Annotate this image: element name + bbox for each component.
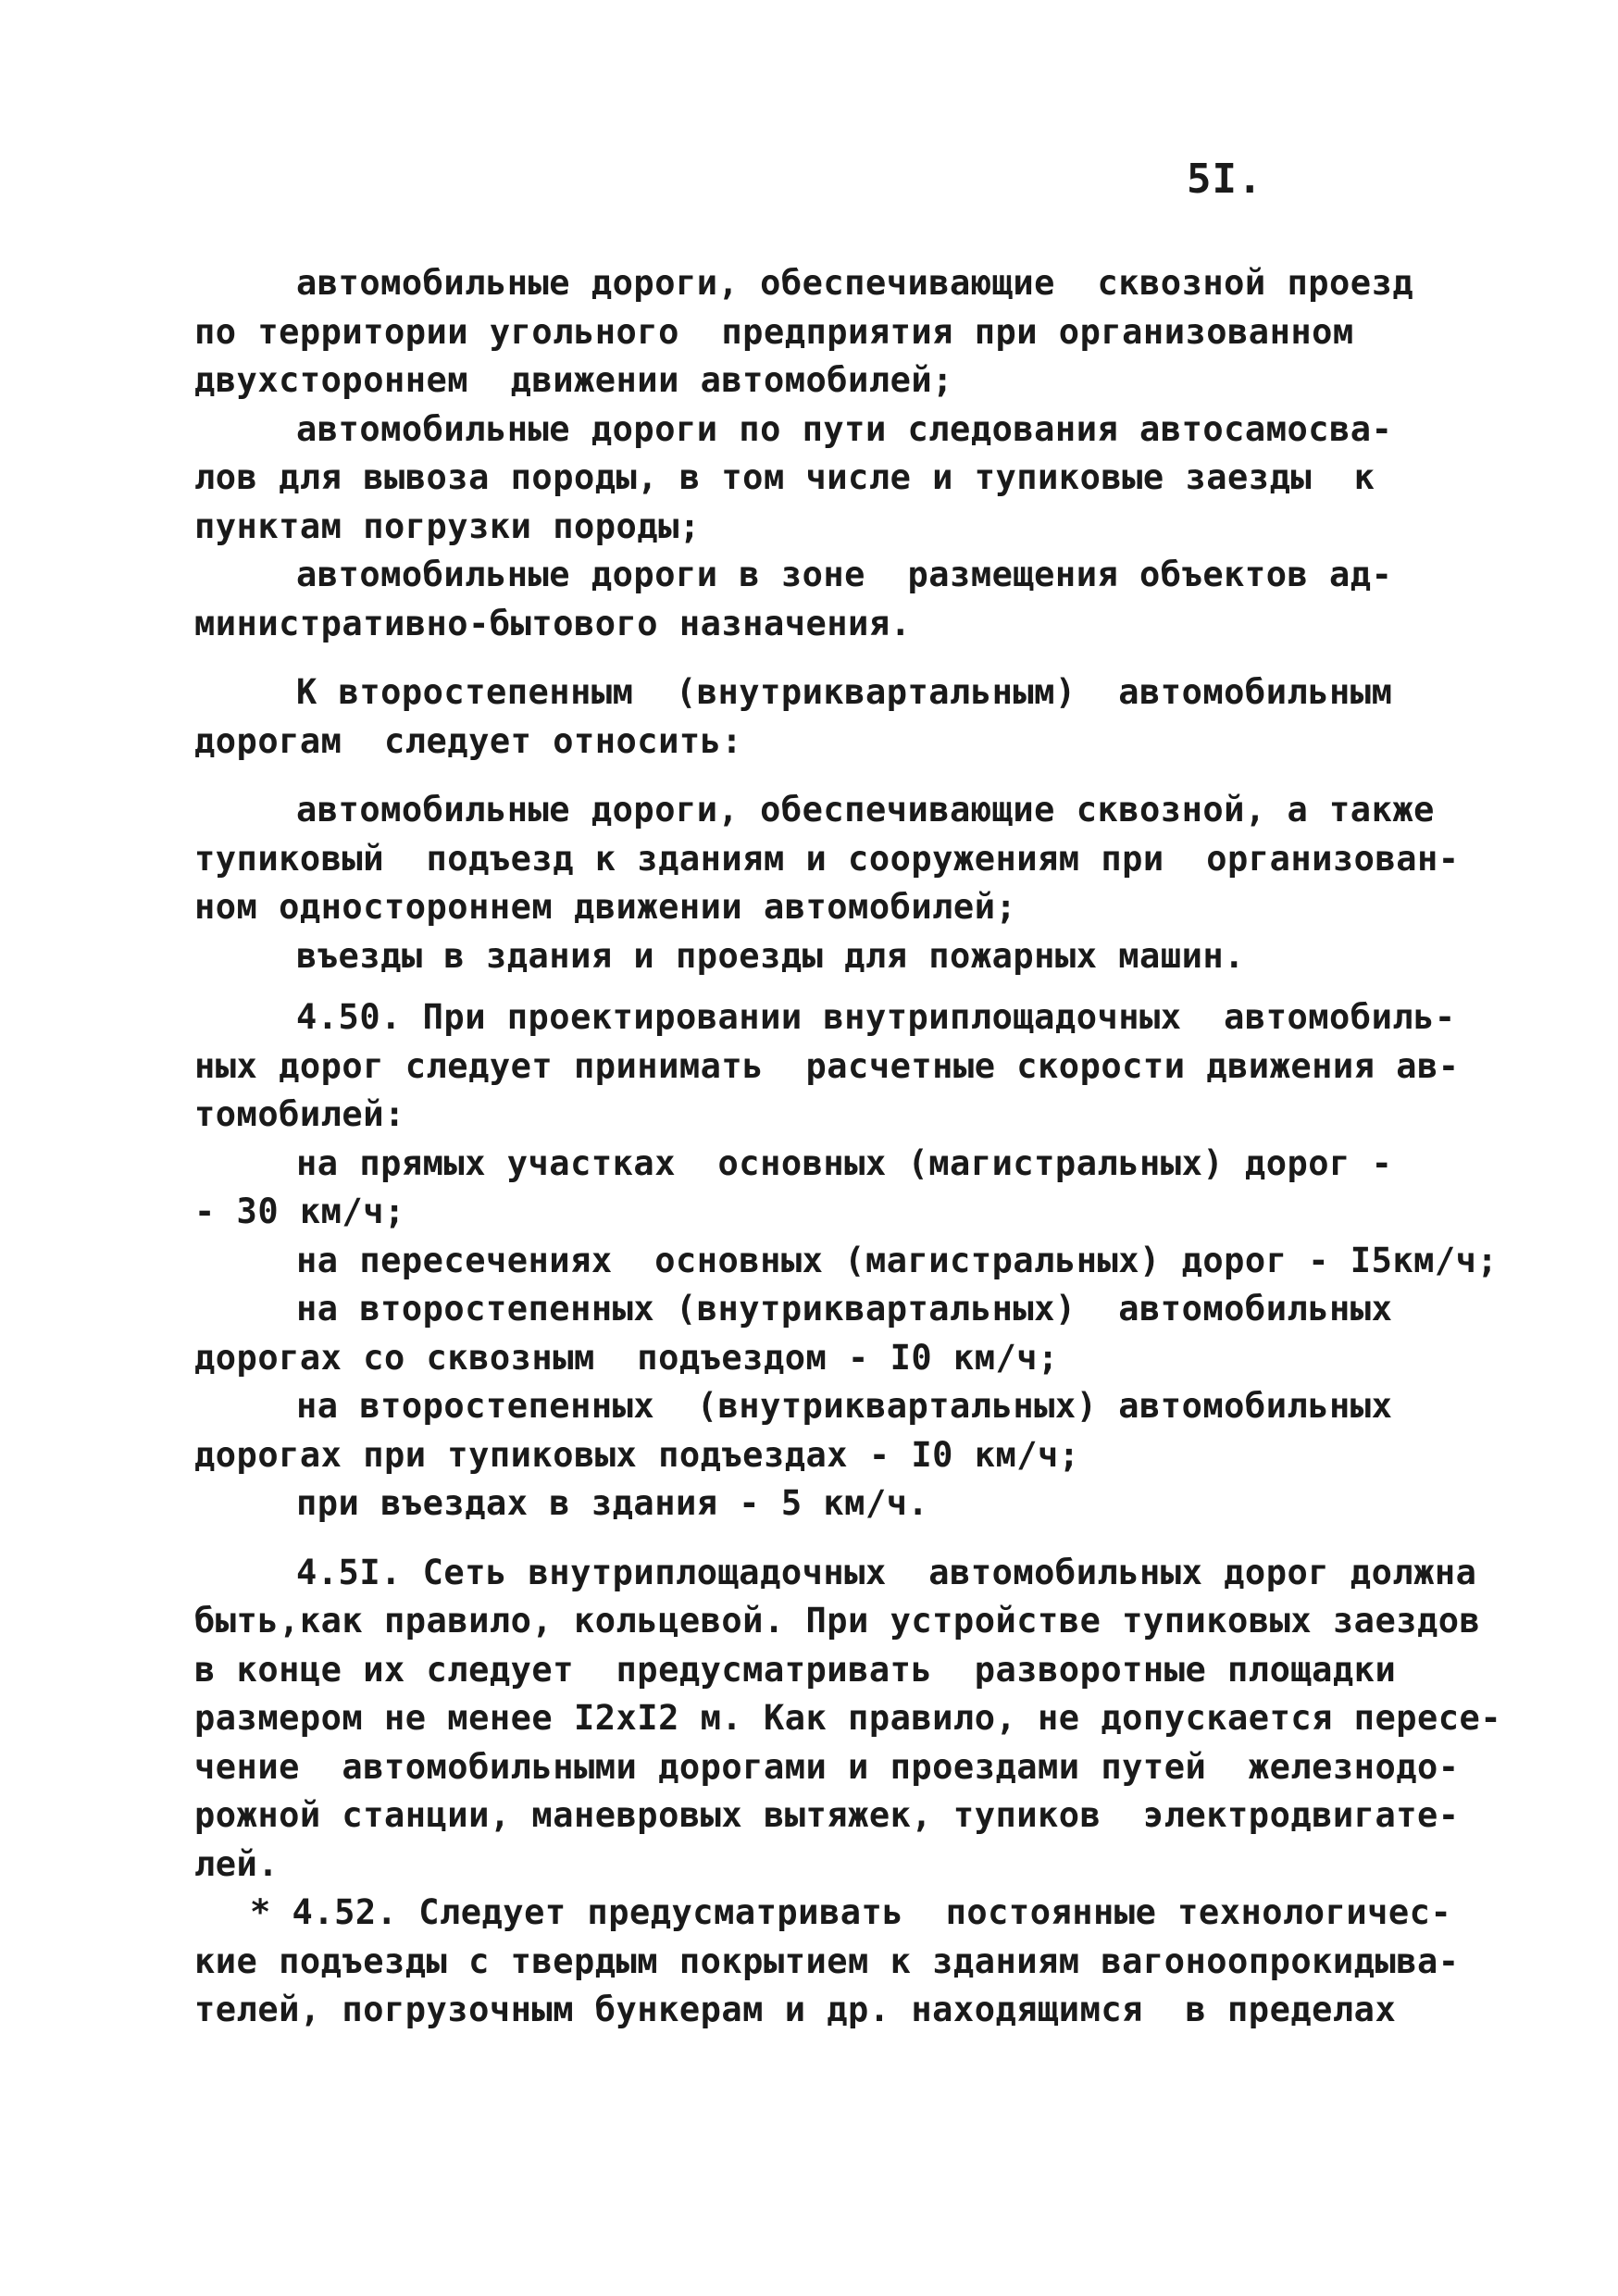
text-line: дорогах со сквозным подъездом - I0 км/ч; xyxy=(194,1337,1059,1378)
text-line: размером не менее I2xI2 м. Как правило, не допускается пересе- xyxy=(194,1698,1502,1738)
text-line: при въездах в здания - 5 км/ч. xyxy=(296,1483,929,1523)
text-line: К второстепенным (внутриквартальным) автомобильным xyxy=(296,672,1393,712)
text-line: ном одностороннем движении автомобилей; xyxy=(194,887,1017,927)
text-line: автомобильные дороги по пути следования автосамосва- xyxy=(296,408,1393,449)
text-line: в конце их следует предусматривать разворотные площадки xyxy=(194,1649,1397,1690)
text-line: на второстепенных (внутриквартальных) автомобильных xyxy=(296,1289,1393,1329)
page-number: 5I. xyxy=(1187,156,1263,203)
text-line: въезды в здания и проезды для пожарных машин. xyxy=(296,935,1245,976)
text-line: по территории угольного предприятия при организованном xyxy=(194,311,1354,352)
text-line: телей, погрузочным бункерам и др. находящимся в пределах xyxy=(194,1990,1397,2029)
text-line: автомобильные дороги, обеспечивающие сквозной проезд xyxy=(296,263,1414,303)
text-line: пунктам погрузки породы; xyxy=(194,505,701,546)
text-line: чение автомобильными дорогами и проездами путей железнодо- xyxy=(194,1746,1460,1787)
text-line: двухстороннем движении автомобилей; xyxy=(194,360,953,400)
text-line: ных дорог следует принимать расчетные скорости движения ав- xyxy=(194,1045,1460,1086)
text-line: - 30 км/ч; xyxy=(194,1192,405,1231)
text-line: кие подъезды с твердым покрытием к зданиям вагоноопрокидыва- xyxy=(194,1940,1460,1981)
text-line: автомобильные дороги, обеспечивающие сквозной, а также xyxy=(296,790,1435,830)
text-line: на прямых участках основных (магистральных) дорог - xyxy=(296,1142,1393,1183)
text-line: 4.50. При проектировании внутриплощадочных автомобиль- xyxy=(296,997,1456,1037)
text-line: дорогах при тупиковых подъездах - I0 км/ч; xyxy=(194,1434,1080,1475)
text-line: * 4.52. Следует предусматривать постоянные технологичес- xyxy=(250,1892,1452,1932)
document-body xyxy=(194,259,1502,2035)
text-line: дорогам следует относить: xyxy=(194,720,743,761)
text-line: на второстепенных (внутриквартальных) автомобильных xyxy=(296,1386,1393,1426)
text-line: лов для вывоза породы, в том числе и тупиковые заезды к xyxy=(194,457,1375,497)
text-line: министративно-бытового назначения. xyxy=(194,603,912,643)
text-line: быть,как правило, кольцевой. При устройстве тупиковых заездов xyxy=(194,1601,1481,1641)
text-line: тупиковый подъезд к зданиям и сооружениям при организован- xyxy=(194,838,1460,879)
text-line: на пересечениях основных (магистральных) дорог - I5км/ч; xyxy=(296,1240,1499,1280)
text-line: рожной станции, маневровых вытяжек, тупиков электродвигате- xyxy=(194,1795,1460,1835)
text-line: автомобильные дороги в зоне размещения объектов ад- xyxy=(296,555,1393,594)
text-line: лей. xyxy=(194,1843,280,1884)
text-line: 4.5I. Сеть внутриплощадочных автомобильных дорог должна xyxy=(296,1552,1477,1592)
text-line: томобилей: xyxy=(194,1094,405,1134)
